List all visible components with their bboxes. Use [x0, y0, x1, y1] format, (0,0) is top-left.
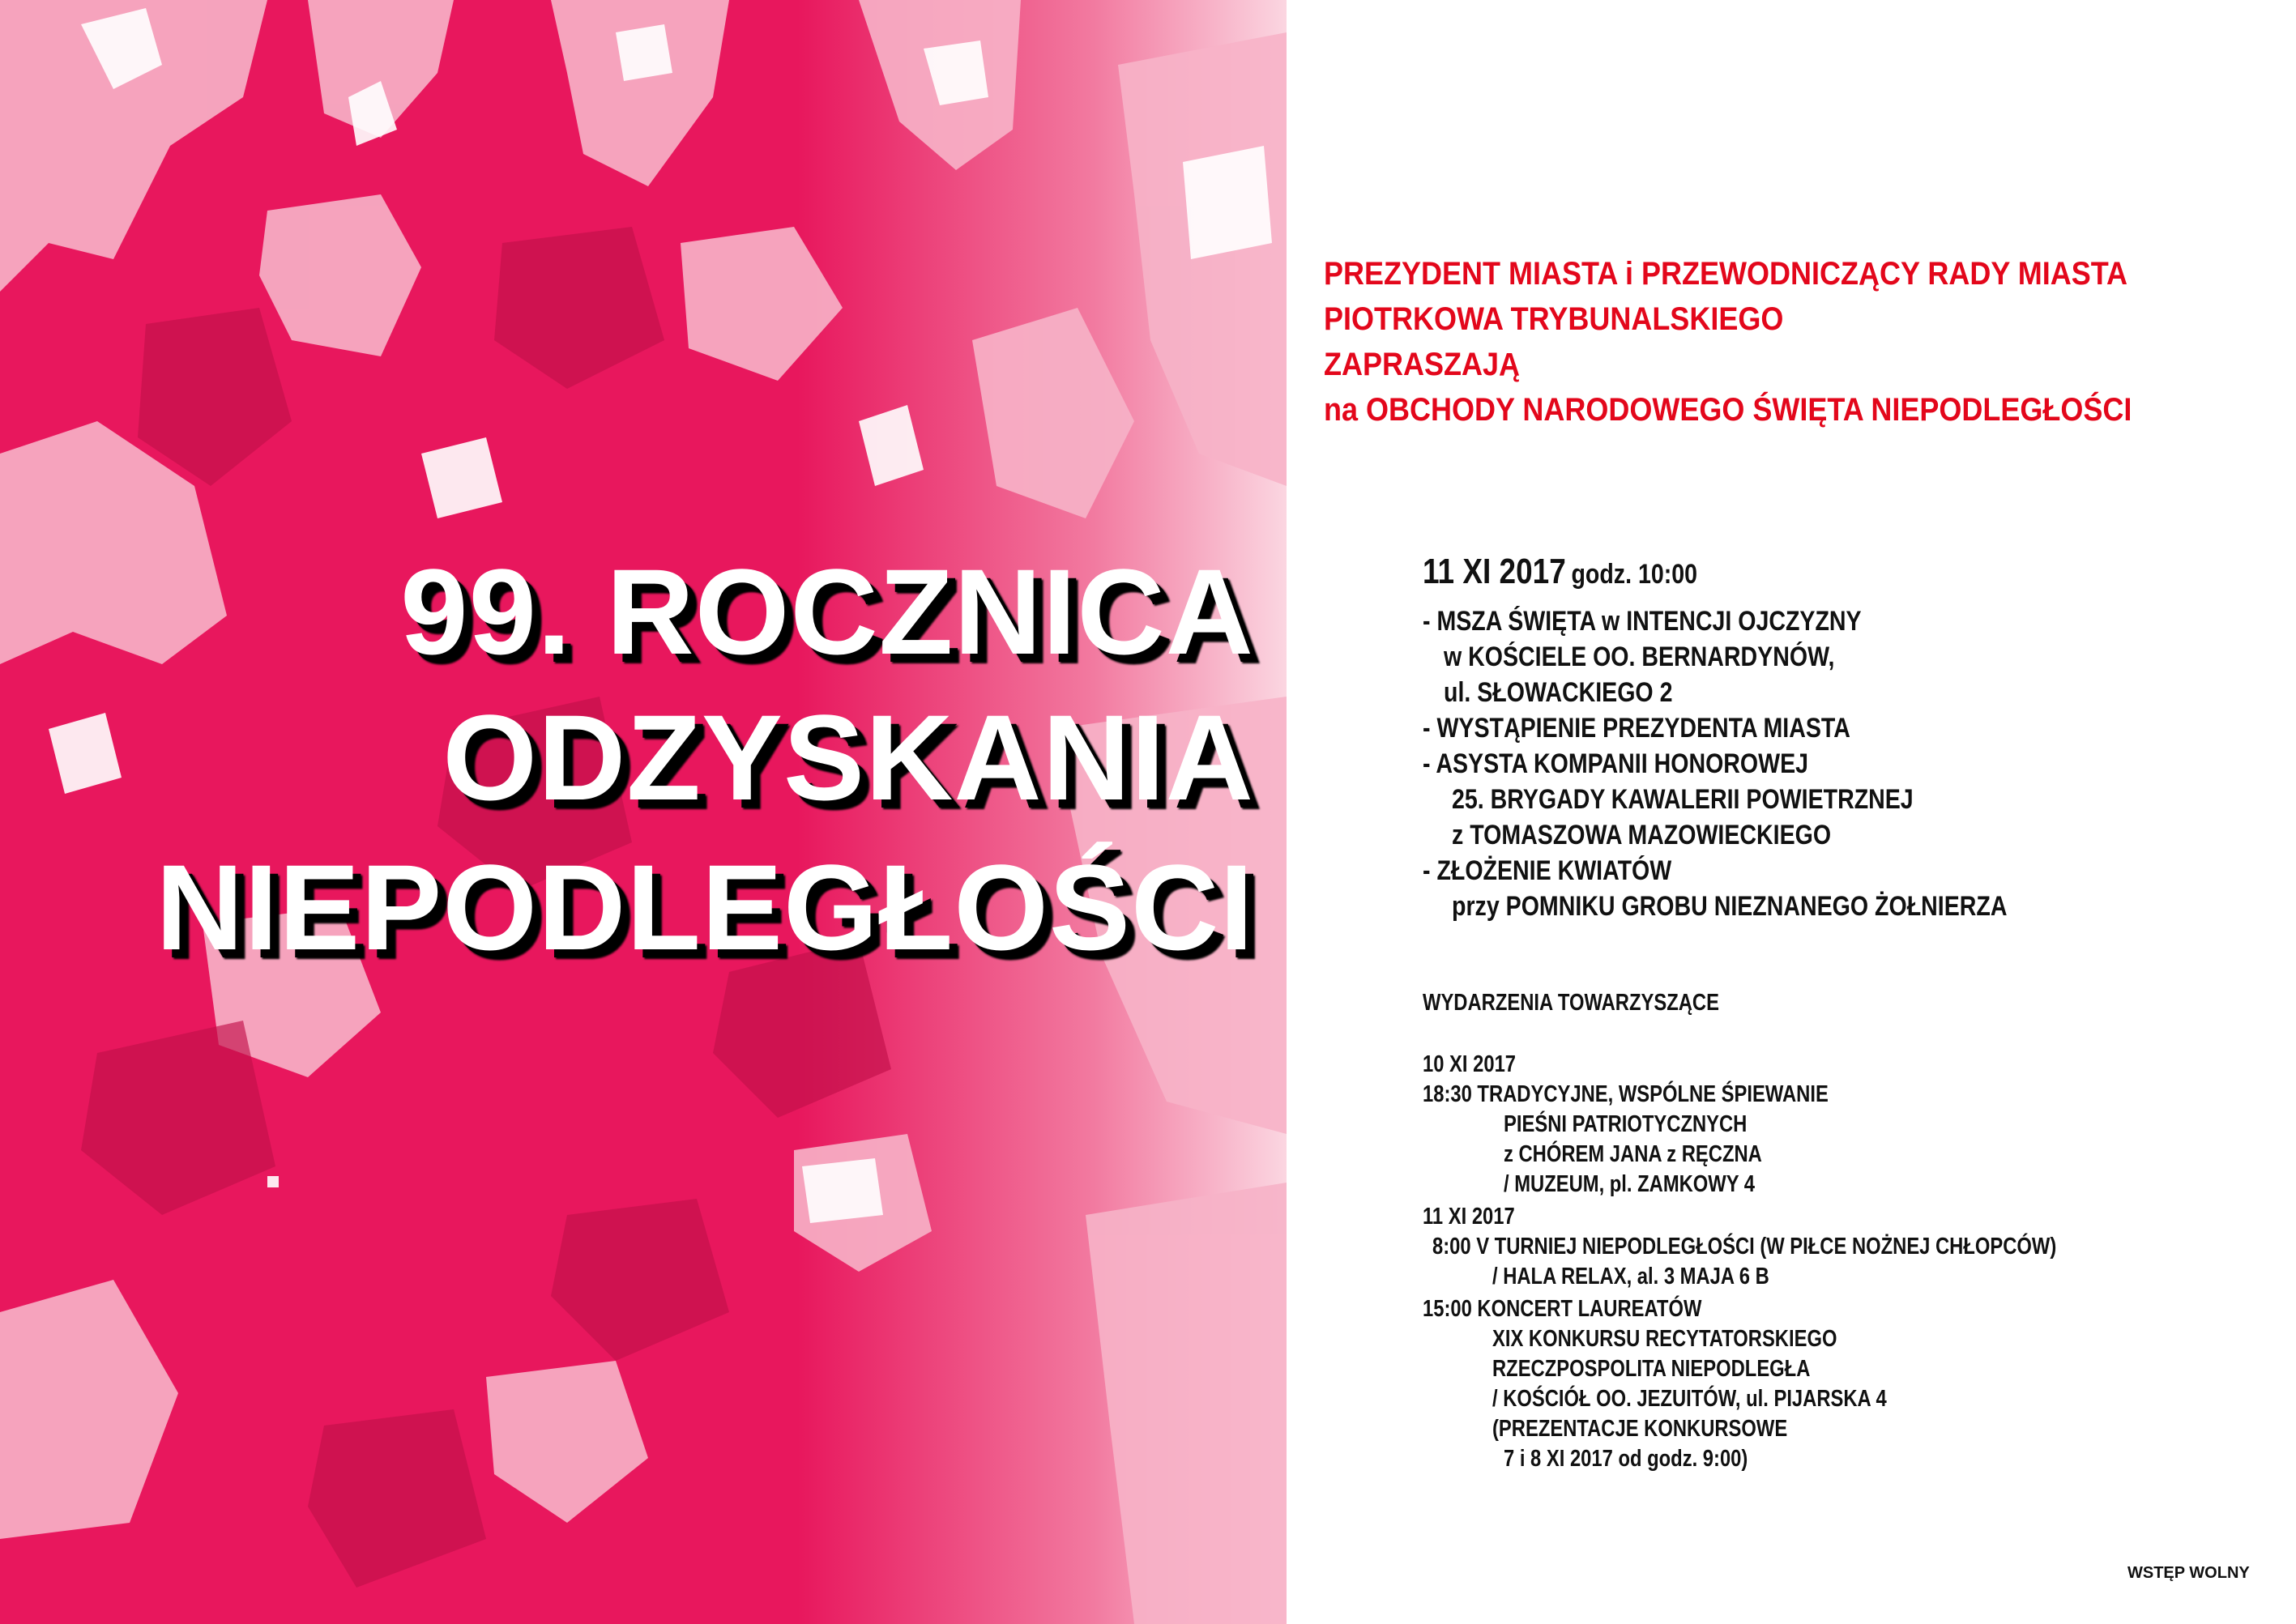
free-admission-note: WSTĘP WOLNY [2127, 1564, 2250, 1582]
invitation-line-2: PIOTRKOWA TRYBUNALSKIEGO [1324, 301, 1784, 337]
main-event-item: ul. SŁOWACKIEGO 2 [1444, 677, 1673, 708]
main-event-time: godz. 10:00 [1571, 559, 1698, 590]
side-event-line: 11 XI 2017 [1423, 1204, 1515, 1230]
side-event-line: 10 XI 2017 [1423, 1051, 1517, 1077]
invitation-text-panel [1287, 0, 2296, 1624]
invitation-line-1: PREZYDENT MIASTA i PRZEWODNICZĄCY RADY MIASTA [1324, 256, 2128, 292]
main-event-item: - MSZA ŚWIĘTA w INTENCJI OJCZYZNY [1423, 606, 1862, 637]
invitation-line-3: ZAPRASZAJĄ [1324, 347, 1521, 382]
side-event-line: / MUZEUM, pl. ZAMKOWY 4 [1504, 1171, 1756, 1197]
side-event-line: RZECZPOSPOLITA NIEPODLEGŁA [1492, 1356, 1811, 1382]
invitation-line-4: na OBCHODY NARODOWEGO ŚWIĘTA NIEPODLEGŁOŚCI [1324, 392, 2132, 428]
main-event-item: 25. BRYGADY KAWALERII POWIETRZNEJ [1452, 784, 1914, 815]
headline-line-2: ODZYSKANIA [442, 689, 1254, 825]
side-event-line: z CHÓREM JANA z RĘCZNA [1504, 1141, 1762, 1167]
main-event-item: - ASYSTA KOMPANII HONOROWEJ [1423, 748, 1809, 779]
main-event-item: - WYSTĄPIENIE PREZYDENTA MIASTA [1423, 713, 1850, 744]
side-event-line: 7 i 8 XI 2017 od godz. 9:00) [1504, 1446, 1748, 1472]
main-event-item: z TOMASZOWA MAZOWIECKIEGO [1452, 820, 1832, 850]
side-event-line: / KOŚCIÓŁ OO. JEZUITÓW, ul. PIJARSKA 4 [1492, 1386, 1887, 1412]
side-event-line: PIEŚNI PATRIOTYCZNYCH [1504, 1111, 1748, 1137]
side-event-line: 18:30 TRADYCYJNE, WSPÓLNE ŚPIEWANIE [1423, 1081, 1829, 1107]
main-event-item: przy POMNIKU GROBU NIEZNANEGO ŻOŁNIERZA [1452, 891, 2008, 922]
side-event-line: 15:00 KONCERT LAUREATÓW [1423, 1296, 1702, 1322]
headline-line-1: 99. ROCZNICA [400, 543, 1254, 680]
side-event-line: XIX KONKURSU RECYTATORSKIEGO [1492, 1326, 1837, 1352]
main-event-item: w KOŚCIELE OO. BERNARDYNÓW, [1444, 642, 1835, 672]
side-events-heading: WYDARZENIA TOWARZYSZĄCE [1423, 990, 1719, 1016]
headline-line-3: NIEPODLEGŁOŚCI [156, 839, 1254, 975]
side-event-line: 8:00 V TURNIEJ NIEPODLEGŁOŚCI (W PIŁCE NOŻNEJ CHŁOPCÓW) [1432, 1234, 2057, 1260]
side-event-line: (PREZENTACJE KONKURSOWE [1492, 1416, 1788, 1442]
main-event-item: - ZŁOŻENIE KWIATÓW [1423, 855, 1672, 886]
side-event-line: / HALA RELAX, al. 3 MAJA 6 B [1492, 1264, 1769, 1289]
main-event-date-line [1423, 554, 1697, 590]
main-event-date: 11 XI 2017 [1423, 552, 1566, 591]
